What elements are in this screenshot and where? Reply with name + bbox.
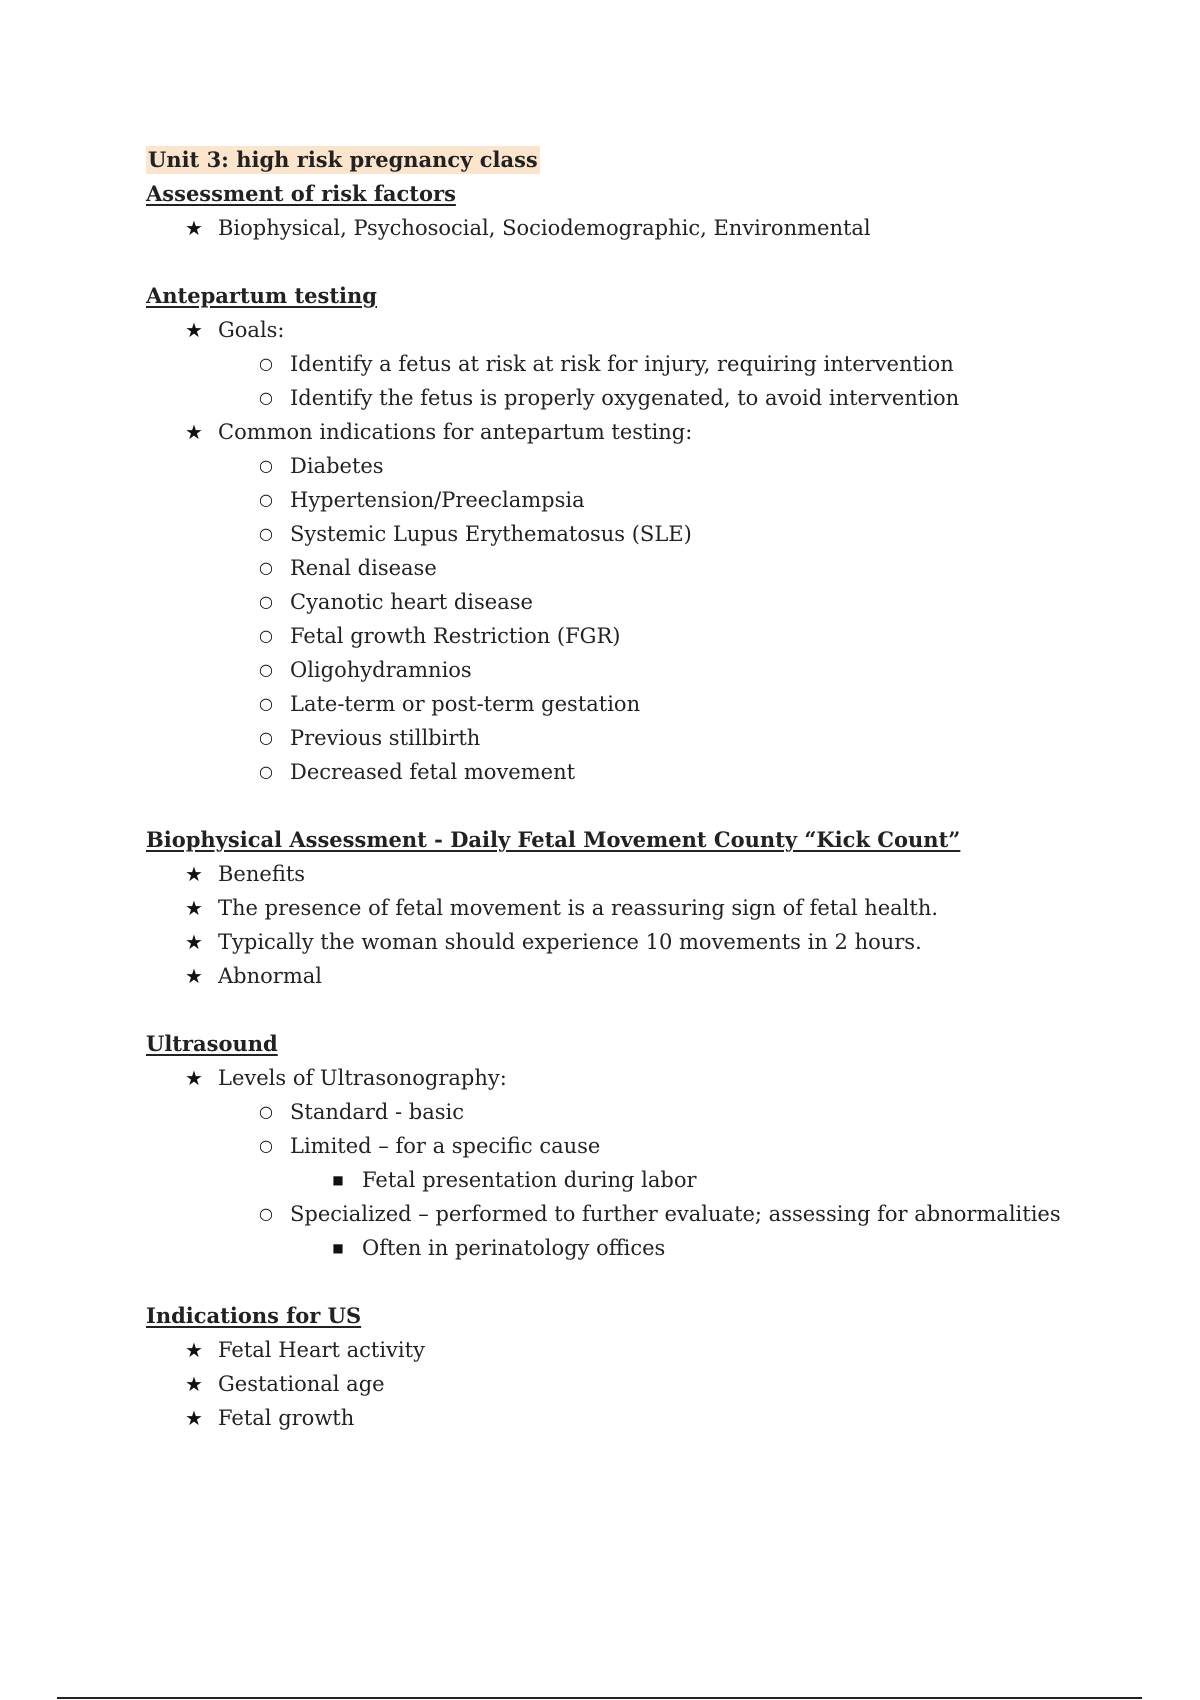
list-item	[146, 483, 1066, 517]
list-item-text: Late-term or post-term gestation	[290, 692, 641, 716]
spacer	[146, 789, 1066, 823]
star-bullet-icon: ★	[185, 216, 203, 240]
square-bullet-icon: ■	[332, 1241, 344, 1255]
section-heading-kick-count-text: Biophysical Assessment - Daily Fetal Movement County “Kick Count”	[146, 827, 961, 852]
list-item-text: Identify a fetus at risk at risk for injury, requiring intervention	[290, 352, 954, 376]
circle-bullet-icon: ○	[259, 728, 273, 747]
list-item-text: Fetal growth Restriction (FGR)	[290, 624, 621, 648]
square-bullet-icon: ■	[332, 1173, 344, 1187]
spacer	[146, 245, 1066, 279]
section-heading-antepartum-text: Antepartum testing	[146, 283, 377, 308]
document-title: Unit 3: high risk pregnancy class	[148, 147, 538, 172]
star-bullet-icon: ★	[185, 862, 203, 886]
list-item	[146, 517, 1066, 551]
list-item	[146, 721, 1066, 755]
list-item-text: The presence of fetal movement is a reassuring sign of fetal health.	[218, 896, 939, 920]
list-item-text: Specialized – performed to further evaluate; assessing for abnormalities	[290, 1202, 1061, 1226]
list-item	[146, 585, 1066, 619]
section-heading-risk	[146, 177, 1066, 211]
spacer	[146, 1265, 1066, 1299]
circle-bullet-icon: ○	[259, 762, 273, 781]
list-item	[146, 925, 1066, 959]
list-item	[146, 1129, 1066, 1163]
page-bottom-rule	[57, 1697, 1142, 1699]
star-bullet-icon: ★	[185, 930, 203, 954]
list-item	[146, 381, 1066, 415]
list-item	[146, 211, 1066, 245]
list-item-text: Systemic Lupus Erythematosus (SLE)	[290, 522, 692, 546]
list-item-text: Renal disease	[290, 556, 437, 580]
circle-bullet-icon: ○	[259, 694, 273, 713]
list-item-text: Fetal presentation during labor	[362, 1168, 697, 1192]
list-item	[146, 619, 1066, 653]
list-item-text: Identify the fetus is properly oxygenated, to avoid intervention	[290, 386, 960, 410]
circle-bullet-icon: ○	[259, 524, 273, 543]
circle-bullet-icon: ○	[259, 1102, 273, 1121]
list-item	[146, 687, 1066, 721]
list-item	[146, 313, 1066, 347]
list-item-text: Cyanotic heart disease	[290, 590, 533, 614]
list-item	[146, 551, 1066, 585]
title-line	[146, 143, 1066, 177]
list-item-text: Benefits	[218, 862, 306, 886]
star-bullet-icon: ★	[185, 318, 203, 342]
list-item	[146, 1197, 1066, 1231]
list-item	[146, 1333, 1066, 1367]
list-item-text: Diabetes	[290, 454, 384, 478]
section-heading-us-indications	[146, 1299, 1066, 1333]
list-item-text: Biophysical, Psychosocial, Sociodemographic, Environmental	[218, 216, 871, 240]
circle-bullet-icon: ○	[259, 388, 273, 407]
star-bullet-icon: ★	[185, 1066, 203, 1090]
star-bullet-icon: ★	[185, 1338, 203, 1362]
list-item	[146, 1367, 1066, 1401]
circle-bullet-icon: ○	[259, 660, 273, 679]
document-content	[146, 143, 1066, 1435]
list-item-text: Decreased fetal movement	[290, 760, 576, 784]
list-item	[146, 449, 1066, 483]
circle-bullet-icon: ○	[259, 626, 273, 645]
section-heading-ultrasound	[146, 1027, 1066, 1061]
list-item-text: Common indications for antepartum testing:	[218, 420, 693, 444]
star-bullet-icon: ★	[185, 964, 203, 988]
circle-bullet-icon: ○	[259, 1204, 273, 1223]
list-item	[146, 347, 1066, 381]
section-heading-kick-count	[146, 823, 1066, 857]
list-item	[146, 1231, 1066, 1265]
star-bullet-icon: ★	[185, 896, 203, 920]
star-bullet-icon: ★	[185, 1372, 203, 1396]
list-item	[146, 755, 1066, 789]
list-item-text: Abnormal	[218, 964, 322, 988]
list-item-text: Standard - basic	[290, 1100, 464, 1124]
list-item-text: Oligohydramnios	[290, 658, 472, 682]
list-item	[146, 1163, 1066, 1197]
list-item	[146, 415, 1066, 449]
section-heading-us-indications-text: Indications for US	[146, 1303, 362, 1328]
star-bullet-icon: ★	[185, 420, 203, 444]
list-item-text: Fetal Heart activity	[218, 1338, 425, 1362]
list-item-text: Previous stillbirth	[290, 726, 481, 750]
list-item	[146, 1401, 1066, 1435]
list-item-text: Levels of Ultrasonography:	[218, 1066, 507, 1090]
star-bullet-icon: ★	[185, 1406, 203, 1430]
section-heading-ultrasound-text: Ultrasound	[146, 1031, 278, 1056]
list-item	[146, 653, 1066, 687]
circle-bullet-icon: ○	[259, 456, 273, 475]
list-item-text: Typically the woman should experience 10 movements in 2 hours.	[218, 930, 922, 954]
list-item	[146, 891, 1066, 925]
list-item-text: Limited – for a specific cause	[290, 1134, 601, 1158]
list-item-text: Often in perinatology offices	[362, 1236, 666, 1260]
list-item-text: Gestational age	[218, 1372, 385, 1396]
circle-bullet-icon: ○	[259, 592, 273, 611]
list-item-text: Fetal growth	[218, 1406, 355, 1430]
list-item-text: Hypertension/Preeclampsia	[290, 488, 585, 512]
list-item	[146, 1061, 1066, 1095]
circle-bullet-icon: ○	[259, 354, 273, 373]
spacer	[146, 993, 1066, 1027]
circle-bullet-icon: ○	[259, 490, 273, 509]
circle-bullet-icon: ○	[259, 558, 273, 577]
list-item	[146, 959, 1066, 993]
section-heading-risk-text: Assessment of risk factors	[146, 181, 456, 206]
section-heading-antepartum	[146, 279, 1066, 313]
list-item	[146, 857, 1066, 891]
list-item-text: Goals:	[218, 318, 285, 342]
circle-bullet-icon: ○	[259, 1136, 273, 1155]
list-item	[146, 1095, 1066, 1129]
